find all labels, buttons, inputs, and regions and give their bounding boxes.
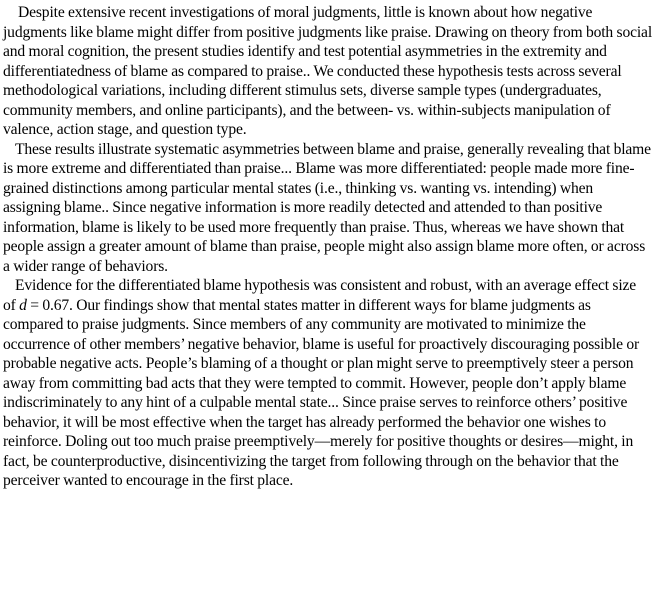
paragraph-2: These results illustrate systematic asymmetries between blame and praise, generally revealing that blame is more extreme and differentiated than praise... Blame was more differentiated: people made more fine-grained distinctions among particular mental states (i.e., thinking vs. wanting vs. intending) when assigning blame.. Since negative information is more readily detected and attended to than positive information, blame is likely to be used more frequently than praise. Thus, whereas we have shown that people assign a greater amount of blame than praise, people might also assign blame more often, or across a wider range of behaviors. [3, 140, 651, 275]
effect-size-variable: d [19, 296, 27, 314]
document-body [3, 3, 652, 491]
paragraph-3-text-before: Evidence for the differentiated blame hypothesis was consistent and robust, with an average effect size of [3, 277, 637, 314]
paragraph-1: Despite extensive recent investigations of moral judgments, little is known about how negative judgments like blame might differ from positive judgments like praise. Drawing on theory from both social and moral cognition, the present studies identify and test potential asymmetries in the extremity and differentiatedness of blame as compared to praise.. We conducted these hypothesis tests across several methodological variations, including different stimulus sets, diverse sample types (undergraduates, community members, and online participants), and the between- vs. within-subjects manipulation of valence, action stage, and question type. [3, 4, 652, 138]
paragraph-3 [3, 276, 652, 491]
paragraph-3-text-after: = 0.67. Our findings show that mental states matter in different ways for blame judgments as compared to praise judgments. Since members of any community are motivated to minimize the occurrence of other members’ negative behavior, blame is useful for proactively discouraging possible or probable negative acts. People’s blaming of a thought or plan might serve to preemptively steer a person away from committing bad acts that they were tempted to commit. However, people don’t apply blame indiscriminately to any hint of a culpable mental state... Since praise serves to reinforce others’ positive behavior, it will be most effective when the target has already performed the behavior one wishes to reinforce. Doling out too much praise preemptively—merely for positive thoughts or desires—might, in fact, be counterproductive, disincentivizing the target from following through on the behavior that the perceiver wanted to encourage in the first place. [3, 296, 640, 489]
